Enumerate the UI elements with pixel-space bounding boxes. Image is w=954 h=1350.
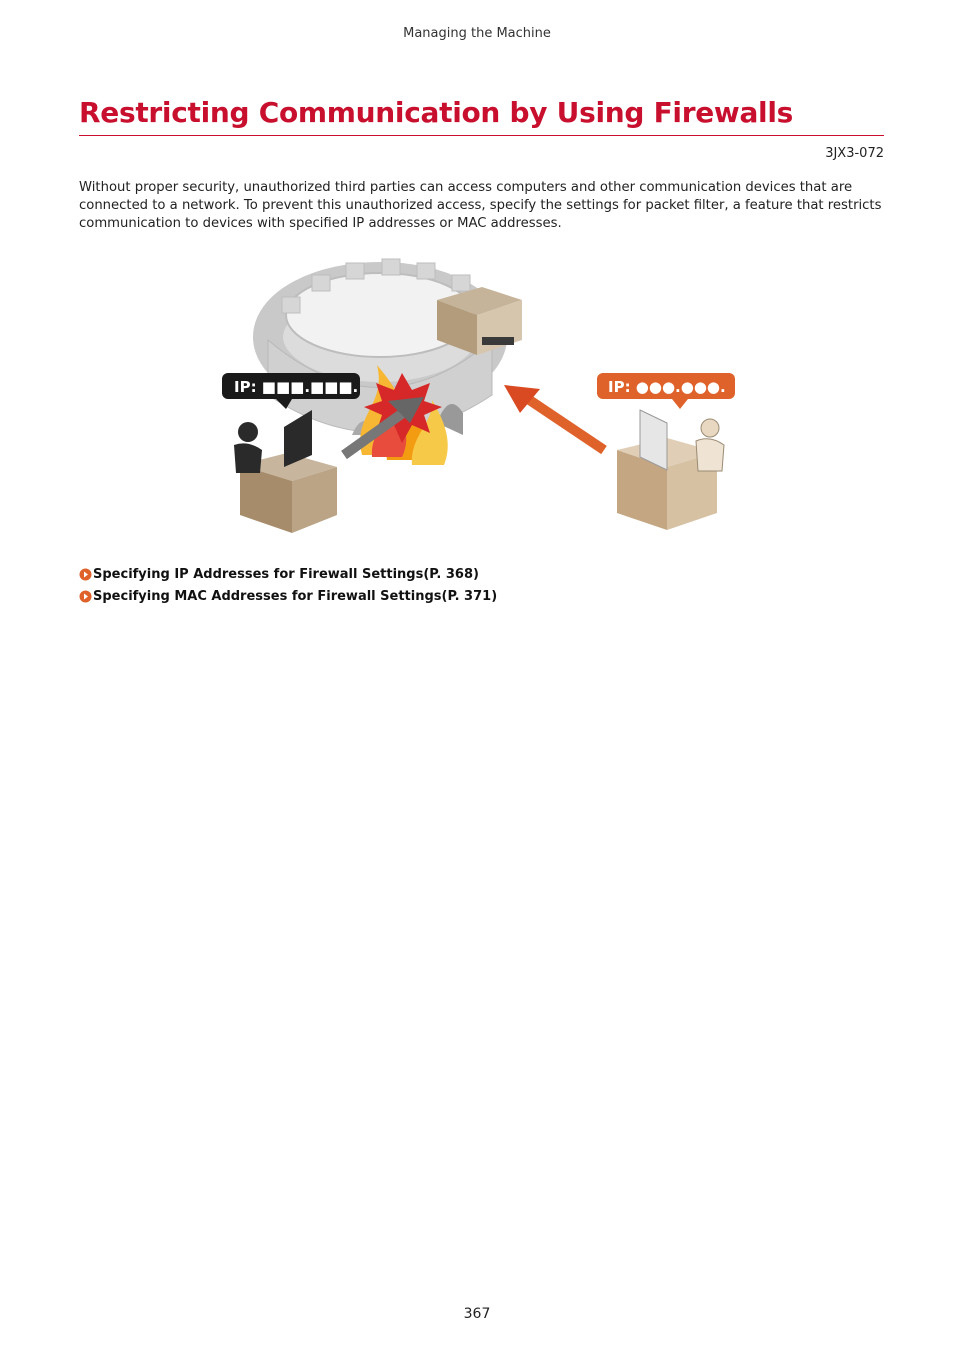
hacker-person-icon: [238, 422, 258, 442]
circle-arrow-right-icon: [79, 590, 92, 603]
allowed-ip-tag: [597, 373, 735, 409]
page-title: Restricting Communication by Using Firewalls: [79, 96, 794, 129]
running-header: Managing the Machine: [403, 26, 551, 41]
circle-arrow-right-icon: [79, 568, 92, 581]
allowed-arrow: [504, 385, 604, 450]
firewall-illustration: [212, 245, 752, 540]
user-desk: [617, 410, 724, 530]
link-label: Specifying IP Addresses for Firewall Settings(P. 368): [93, 566, 479, 582]
title-rule: [79, 135, 884, 136]
hacker-desk: [234, 410, 337, 533]
intro-paragraph: Without proper security, unauthorized third parties can access computers and other communication devices that are connected to a network. To prevent this unauthorized access, specify the settings for packet filter, a feature that restricts communication to devices with specified IP addresses or MAC addresses.: [79, 180, 882, 231]
allowed-ip-label: IP: ●●●.●●●.: [608, 378, 726, 396]
link-label: Specifying MAC Addresses for Firewall Settings(P. 371): [93, 588, 498, 604]
link-mac-address-firewall[interactable]: [79, 585, 497, 607]
link-ip-address-firewall[interactable]: [79, 563, 497, 585]
user-person-icon: [701, 419, 719, 437]
page-number: 367: [463, 1306, 491, 1322]
doc-id: 3JX3-072: [825, 146, 884, 161]
blocked-ip-label: IP: ■■■.■■■.: [234, 378, 359, 396]
related-links: [79, 563, 497, 607]
